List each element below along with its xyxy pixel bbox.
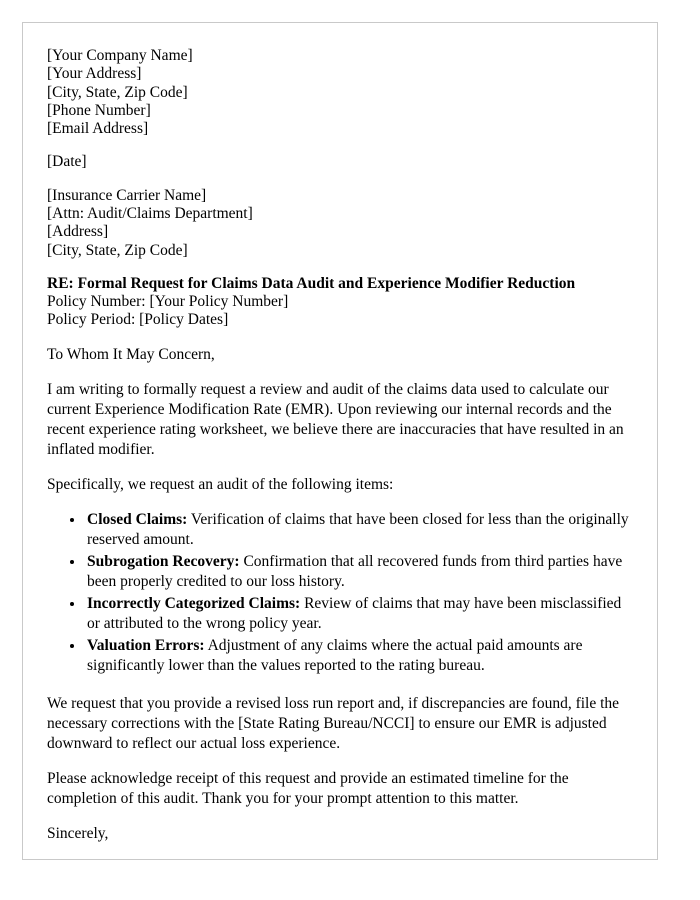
list-item-text: Review of claims that may have been misclassified or attributed to the wrong policy year. (87, 595, 622, 633)
recipient-address-block (47, 187, 633, 260)
intro-paragraph: I am writing to formally request a review and audit of the claims data used to calculate our current Experience Modification Rate (EMR). Upon reviewing our internal records and the recent experience rating worksheet, we believe there are inaccuracies that have resulted in an inflated modifier. (47, 380, 624, 459)
spacer (47, 809, 633, 824)
list-item (85, 594, 633, 634)
list-item-text: Adjustment of any claims where the actual paid amounts are significantly lower than the values reported to the rating bureau. (87, 637, 583, 675)
sender-line: [Phone Number] (47, 101, 151, 119)
date-line: [Date] (47, 153, 87, 171)
list-item-term: Subrogation Recovery: (87, 552, 240, 570)
list-item-text: Verification of claims that have been closed for less than the originally reserved amount. (87, 510, 629, 548)
date-block (47, 153, 633, 171)
sender-line: [Your Address] (47, 65, 142, 83)
spacer (47, 754, 633, 769)
policy-period-line: Policy Period: [Policy Dates] (47, 311, 229, 329)
spacer (47, 496, 633, 510)
letter-body (47, 47, 633, 844)
audit-items-list (47, 510, 633, 677)
spacer (47, 330, 633, 345)
spacer (47, 260, 633, 275)
sender-line: [City, State, Zip Code] (47, 83, 188, 101)
spacer (47, 460, 633, 475)
spacer (47, 365, 633, 380)
recipient-line: [Attn: Audit/Claims Department] (47, 204, 253, 222)
recipient-line: [Insurance Carrier Name] (47, 186, 207, 204)
list-item (85, 636, 633, 676)
spacer (47, 679, 633, 694)
signoff: Sincerely, (47, 825, 109, 843)
closing-paragraph-1: We request that you provide a revised loss run report and, if discrepancies are found, file the necessary corrections with the [State Rating Bureau/NCCI] to ensure our EMR is adjusted downward to reflect our actual loss experience. (47, 694, 620, 752)
subject-block (47, 275, 633, 330)
sender-line: [Your Company Name] (47, 47, 193, 64)
subject-line: RE: Formal Request for Claims Data Audit and Experience Modifier Reduction (47, 274, 576, 292)
list-item-term: Closed Claims: (87, 510, 188, 528)
list-item-term: Incorrectly Categorized Claims: (87, 595, 301, 613)
list-item (85, 510, 633, 550)
recipient-line: [City, State, Zip Code] (47, 241, 188, 259)
sender-address-block (47, 47, 633, 138)
recipient-line: [Address] (47, 223, 109, 241)
closing-paragraph-2: Please acknowledge receipt of this request and provide an estimated timeline for the completion of this audit. Thank you for your prompt attention to this matter. (47, 770, 569, 808)
spacer (47, 172, 633, 187)
spacer (47, 138, 633, 153)
sender-line: [Email Address] (47, 120, 149, 138)
list-item-term: Valuation Errors: (87, 637, 205, 655)
salutation: To Whom It May Concern, (47, 345, 215, 363)
list-item-text: Confirmation that all recovered funds from third parties have been properly credited to our loss history. (87, 552, 623, 590)
letter-sheet (22, 22, 658, 860)
list-item (85, 552, 633, 592)
policy-number-line: Policy Number: [Your Policy Number] (47, 293, 289, 311)
request-lead-paragraph: Specifically, we request an audit of the following items: (47, 476, 394, 494)
